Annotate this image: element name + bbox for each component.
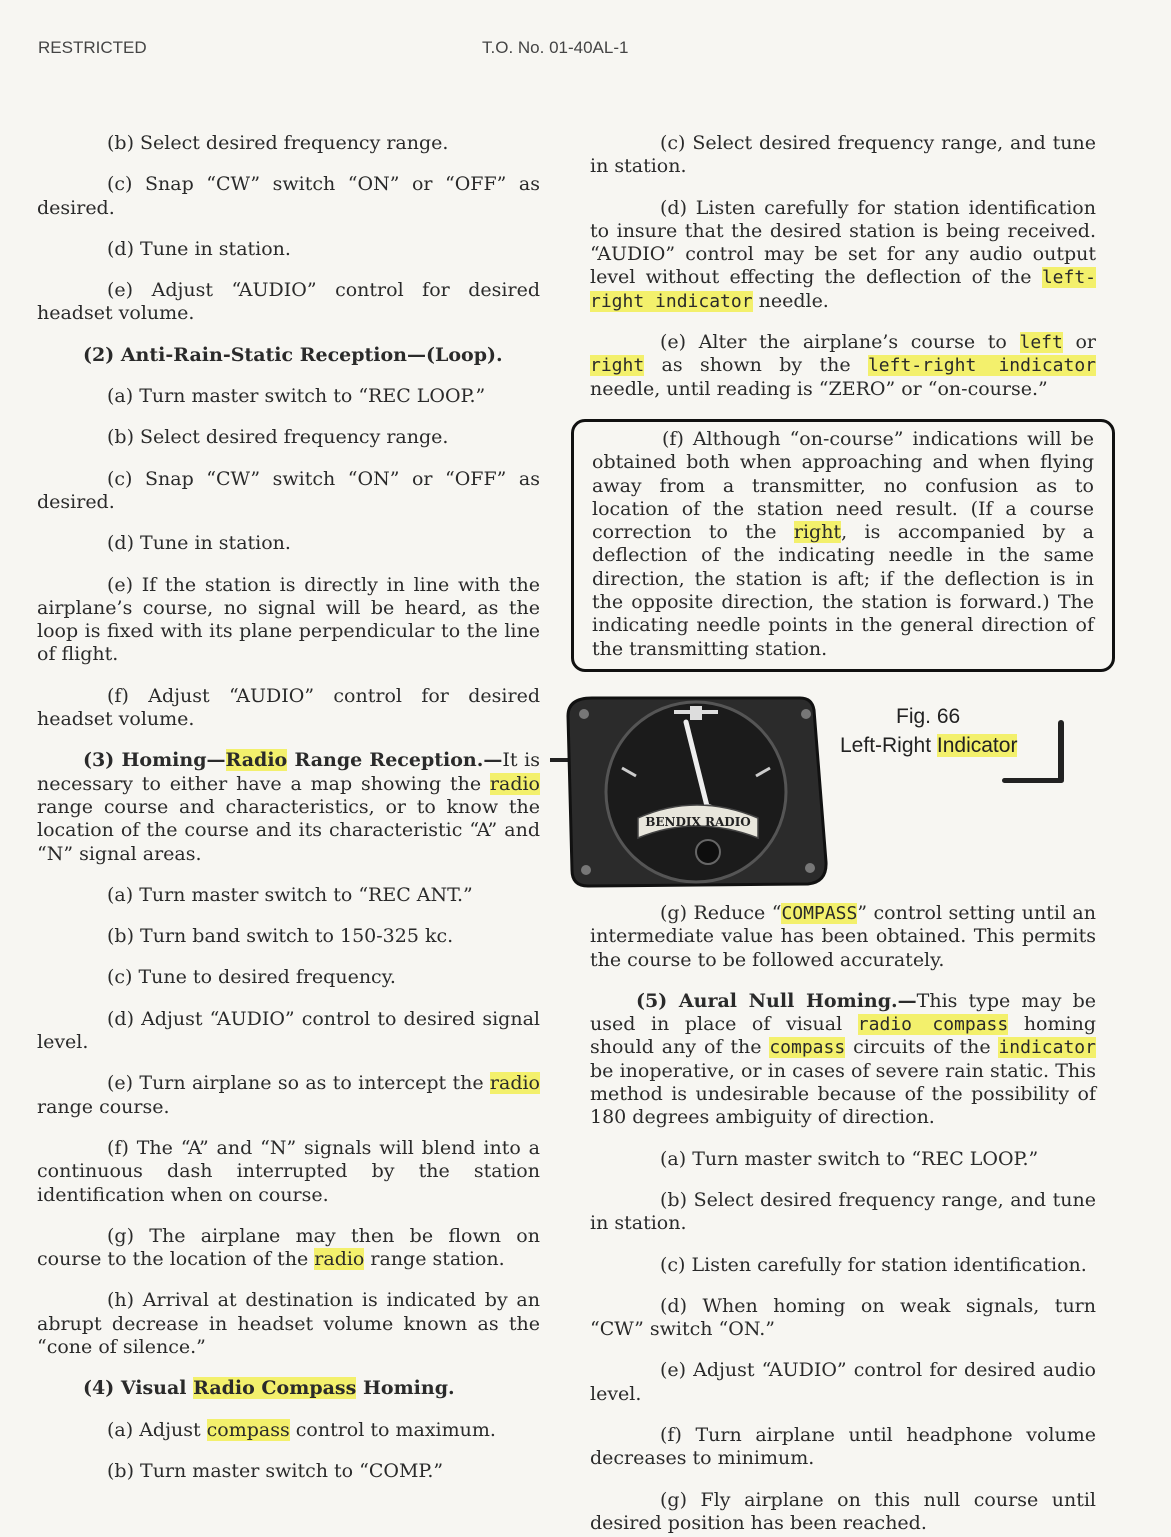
heading-text: Homing. xyxy=(356,1377,455,1400)
paragraph: (e) Adjust “AUDIO” control for desired headset volume. xyxy=(37,279,540,325)
caption-bracket xyxy=(1002,778,1064,783)
section-heading xyxy=(37,344,540,367)
body-text: needle. xyxy=(752,289,829,312)
paragraph: (c) Select desired frequency range, and tune in station. xyxy=(590,132,1096,178)
boxed-note xyxy=(571,419,1115,672)
highlight: radio compass xyxy=(857,1014,1009,1036)
body-text: (g) The airplane may then be flown on course to the location of the xyxy=(37,1224,540,1271)
paragraph xyxy=(590,902,1096,972)
paragraph: (f) Turn airplane until headphone volume decreases to minimum. xyxy=(590,1423,1096,1470)
figure-number: Fig. 66 xyxy=(896,704,961,728)
highlight: Indicator xyxy=(936,733,1018,757)
highlight: indicator xyxy=(998,1037,1096,1059)
paragraph: (c) Snap “CW” switch “ON” or “OFF” as desired. xyxy=(37,467,540,513)
paragraph: (b) Turn master switch to “COMP.” xyxy=(107,1459,444,1482)
paragraph: (a) Turn master switch to “REC LOOP.” xyxy=(660,1147,1039,1170)
body-text: (e) Turn airplane so as to intercept the xyxy=(107,1072,490,1095)
brand-text: BENDIX RADIO xyxy=(645,814,751,829)
paragraph: (b) Select desired frequency range, and tune in station. xyxy=(590,1188,1096,1235)
highlight: right xyxy=(793,521,842,544)
paragraph: (a) Turn master switch to “REC ANT.” xyxy=(107,883,473,906)
highlight: radio xyxy=(489,1072,540,1095)
heading-text: (2) Anti-Rain-Static Reception—(Loop). xyxy=(83,343,503,366)
body-text: (a) Adjust xyxy=(107,1418,207,1441)
section-heading xyxy=(37,749,540,865)
heading-text: Range Reception.— xyxy=(287,749,503,772)
paragraph xyxy=(37,1072,540,1119)
heading-text: (4) Visual xyxy=(83,1377,194,1400)
header-document-number: T.O. No. 01-40AL-1 xyxy=(482,38,629,57)
highlight: radio xyxy=(314,1248,365,1271)
paragraph: (b) Turn band switch to 150-325 kc. xyxy=(107,925,454,948)
paragraph xyxy=(590,197,1096,313)
body-text: needle, until reading is “ZERO” or “on-course.” xyxy=(590,377,1048,400)
paragraph: (c) Snap “CW” switch “ON” or “OFF” as desired. xyxy=(37,173,540,219)
paragraph: (c) Tune to desired frequency. xyxy=(107,966,396,989)
body-text: , is accompanied by a deflection of the indicating needle in the same direction, the station is aft; if the deflection is in the opposite direction, the station is forward.) The indicating needle points in the general direction of the transmitting station. xyxy=(592,521,1094,660)
paragraph: (d) When homing on weak signals, turn “CW” switch “ON.” xyxy=(590,1294,1096,1341)
paragraph: (e) If the station is directly in line with the airplane’s course, no signal will be heard, as the loop is fixed with its plane perpendicular to the line of flight. xyxy=(37,573,540,666)
page-header xyxy=(0,38,1171,64)
highlight: radio xyxy=(489,772,540,795)
bezel-screw xyxy=(581,865,591,875)
indicator-instrument-image xyxy=(562,692,832,890)
paragraph: (g) Fly airplane on this null course until desired position has been reached. xyxy=(590,1488,1096,1534)
heading-text: (5) Aural Null Homing.— xyxy=(636,989,917,1012)
body-text: (e) Alter the airplane’s course to xyxy=(660,331,1020,354)
highlight: compass xyxy=(769,1037,846,1059)
body-text: ” control setting until an intermediate value has been obtained. This permits the course to be followed accurately. xyxy=(590,901,1096,971)
right-column xyxy=(590,132,1096,1537)
bezel-screw xyxy=(579,709,589,719)
body-text: This type may be used in place of visual xyxy=(590,989,1096,1036)
figure-left-right-indicator xyxy=(562,692,1096,890)
body-text: range course. xyxy=(37,1095,170,1118)
highlight: left-right indicator xyxy=(590,267,1096,312)
paragraph: (d) Tune in station. xyxy=(107,237,291,260)
adjust-knob xyxy=(696,840,720,864)
highlight: left-right indicator xyxy=(867,355,1096,377)
body-text: (d) Listen carefully for station identification to insure that the desired station is being received. “AUDIO” control may be set for any audio output level without effecting the deflection of the xyxy=(590,196,1096,289)
paragraph: (c) Listen carefully for station identification. xyxy=(660,1253,1087,1276)
highlight: Radio xyxy=(225,749,288,772)
paragraph: (h) Arrival at destination is indicated by an abrupt decrease in headset volume known as the “cone of silence.” xyxy=(37,1289,540,1358)
heading-text: (3) Homing— xyxy=(83,749,226,772)
section-heading xyxy=(590,990,1096,1130)
body-text: homing should any of the xyxy=(590,1013,1096,1059)
paragraph xyxy=(590,331,1096,401)
body-text: be inoperative, or in cases of severe rain static. This method is undesirable because of the possibility of 180 degrees ambiguity of direction. xyxy=(590,1059,1096,1129)
highlight: compass xyxy=(206,1418,290,1441)
body-text: It is necessary to either have a map showing the xyxy=(37,749,540,795)
highlight: COMPASS xyxy=(781,902,858,924)
body-text: (g) Reduce “ xyxy=(660,901,782,924)
body-text: or xyxy=(1062,331,1097,354)
figure-title xyxy=(840,731,1017,760)
paragraph xyxy=(37,1225,540,1272)
section-heading xyxy=(37,1377,540,1400)
paragraph: (f) The “A” and “N” signals will blend into a continuous dash interrupted by the station identification when on course. xyxy=(37,1136,540,1206)
left-column xyxy=(37,132,540,1501)
bezel-screw xyxy=(805,863,815,873)
paragraph: (d) Tune in station. xyxy=(107,532,291,555)
bezel-screw xyxy=(801,709,811,719)
paragraph xyxy=(592,428,1094,661)
paragraph xyxy=(37,1419,540,1442)
paragraph: (e) Adjust “AUDIO” control for desired audio level. xyxy=(590,1359,1096,1405)
body-text: range station. xyxy=(364,1248,505,1271)
highlight: right xyxy=(590,355,645,377)
paragraph: (d) Adjust “AUDIO” control to desired signal level. xyxy=(37,1007,540,1054)
figure-caption xyxy=(840,702,1017,760)
caption-bracket xyxy=(1058,720,1064,782)
paragraph: (b) Select desired frequency range. xyxy=(107,132,449,154)
highlight: left xyxy=(1019,332,1063,354)
caption-text: Left-Right xyxy=(840,733,937,757)
body-text: (f) Although “on-course” indications will be obtained both when approaching and when flying away from a transmitter, no confusion as to location of the station need result. (If a course correction to the xyxy=(592,427,1094,544)
body-text: as shown by the xyxy=(644,354,868,377)
highlight: Radio Compass xyxy=(193,1377,357,1400)
header-restricted: RESTRICTED xyxy=(38,38,147,57)
body-text: circuits of the xyxy=(845,1036,999,1059)
paragraph: (f) Adjust “AUDIO” control for desired headset volume. xyxy=(37,684,540,731)
paragraph: (b) Select desired frequency range. xyxy=(107,426,449,449)
body-text: control to maximum. xyxy=(289,1418,496,1441)
paragraph: (a) Turn master switch to “REC LOOP.” xyxy=(107,385,486,408)
body-text: range course and characteristics, or to know the location of the course and its characteristic “A” and “N” signal areas. xyxy=(37,795,540,865)
